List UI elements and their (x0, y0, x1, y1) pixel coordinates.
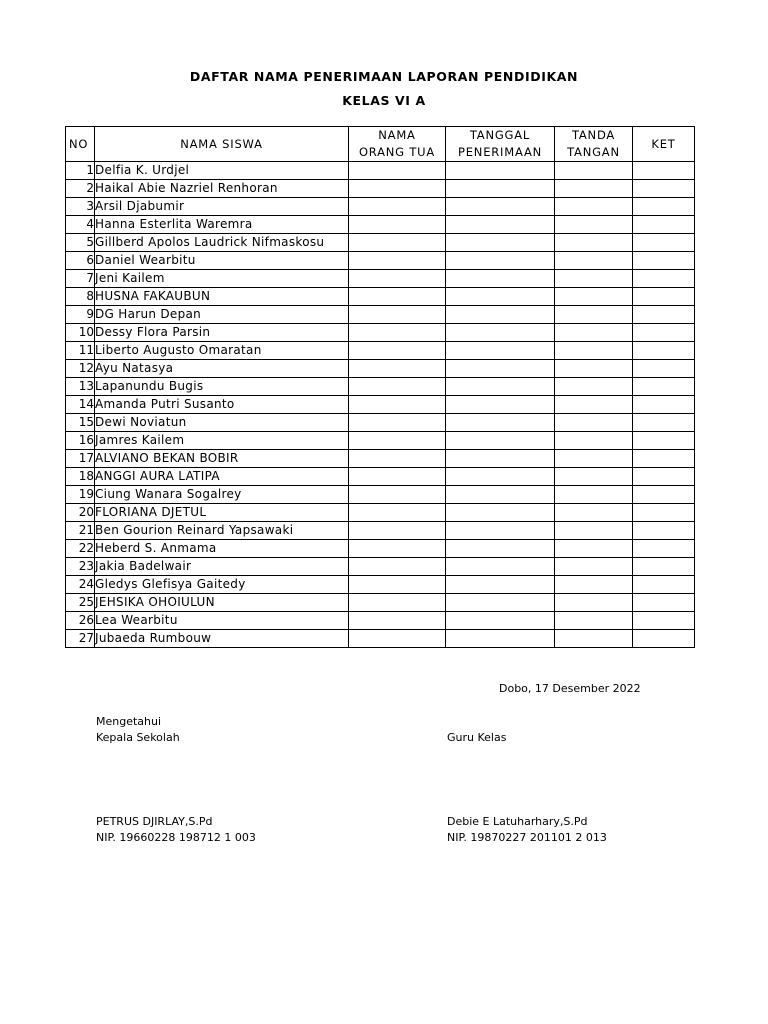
table-row (66, 414, 695, 432)
received-date-cell (446, 504, 555, 522)
remarks-cell (633, 252, 695, 270)
received-date-cell (446, 486, 555, 504)
row-number: 16 (66, 432, 95, 450)
parent-name-cell (349, 540, 446, 558)
table-row (66, 612, 695, 630)
signature-cell (555, 252, 633, 270)
row-number: 7 (66, 270, 95, 288)
table-row (66, 306, 695, 324)
table-row (66, 594, 695, 612)
table-row (66, 630, 695, 648)
table-row (66, 270, 695, 288)
remarks-cell (633, 612, 695, 630)
received-date-cell (446, 450, 555, 468)
student-name: Haikal Abie Nazriel Renhoran (95, 180, 349, 198)
student-name: Gledys Glefisya Gaitedy (95, 576, 349, 594)
signature-cell (555, 450, 633, 468)
guru-kelas-label: Guru Kelas (447, 731, 507, 744)
student-name: ALVIANO BEKAN BOBIR (95, 450, 349, 468)
remarks-cell (633, 540, 695, 558)
parent-name-cell (349, 198, 446, 216)
student-name: Gillberd Apolos Laudrick Nifmaskosu (95, 234, 349, 252)
row-number: 5 (66, 234, 95, 252)
row-number: 27 (66, 630, 95, 648)
student-name: Ayu Natasya (95, 360, 349, 378)
received-date-cell (446, 234, 555, 252)
received-date-cell (446, 162, 555, 180)
remarks-cell (633, 630, 695, 648)
table-row (66, 558, 695, 576)
student-name: Arsil Djabumir (95, 198, 349, 216)
row-number: 23 (66, 558, 95, 576)
signature-cell (555, 540, 633, 558)
signature-cell (555, 432, 633, 450)
received-date-cell (446, 360, 555, 378)
received-date-cell (446, 180, 555, 198)
received-date-cell (446, 414, 555, 432)
row-number: 8 (66, 288, 95, 306)
row-number: 24 (66, 576, 95, 594)
student-name: Daniel Wearbitu (95, 252, 349, 270)
row-number: 12 (66, 360, 95, 378)
signature-cell (555, 162, 633, 180)
remarks-cell (633, 306, 695, 324)
signature-cell (555, 180, 633, 198)
table-row (66, 324, 695, 342)
signature-cell (555, 396, 633, 414)
table-row (66, 468, 695, 486)
table-row (66, 504, 695, 522)
table-row (66, 378, 695, 396)
parent-name-cell (349, 558, 446, 576)
received-date-cell (446, 576, 555, 594)
table-row (66, 252, 695, 270)
row-number: 3 (66, 198, 95, 216)
parent-name-cell (349, 324, 446, 342)
remarks-cell (633, 270, 695, 288)
parent-name-cell (349, 360, 446, 378)
student-name: Amanda Putri Susanto (95, 396, 349, 414)
signature-cell (555, 216, 633, 234)
parent-name-cell (349, 378, 446, 396)
remarks-cell (633, 414, 695, 432)
student-name: JEHSIKA OHOIULUN (95, 594, 349, 612)
received-date-cell (446, 216, 555, 234)
student-name: Jeni Kailem (95, 270, 349, 288)
remarks-cell (633, 522, 695, 540)
document-title: DAFTAR NAMA PENERIMAAN LAPORAN PENDIDIKAN (189, 69, 579, 84)
row-number: 26 (66, 612, 95, 630)
row-number: 2 (66, 180, 95, 198)
parent-name-cell (349, 612, 446, 630)
roster-body (66, 162, 695, 648)
received-date-cell (446, 558, 555, 576)
parent-name-cell (349, 630, 446, 648)
remarks-cell (633, 198, 695, 216)
received-date-cell (446, 612, 555, 630)
row-number: 25 (66, 594, 95, 612)
table-row (66, 162, 695, 180)
table-row (66, 360, 695, 378)
header-tanggal-line1: TANGGAL (446, 127, 555, 145)
row-number: 11 (66, 342, 95, 360)
remarks-cell (633, 576, 695, 594)
header-tanggal-line2: PENERIMAAN (446, 144, 555, 162)
received-date-cell (446, 522, 555, 540)
document-subtitle: KELAS VI A (342, 93, 426, 108)
remarks-cell (633, 558, 695, 576)
signature-cell (555, 612, 633, 630)
parent-name-cell (349, 504, 446, 522)
remarks-cell (633, 180, 695, 198)
header-nama-siswa: NAMA SISWA (95, 127, 349, 162)
signature-cell (555, 522, 633, 540)
student-name: Lea Wearbitu (95, 612, 349, 630)
student-name: Jamres Kailem (95, 432, 349, 450)
student-name: Heberd S. Anmama (95, 540, 349, 558)
student-name: Jakia Badelwair (95, 558, 349, 576)
parent-name-cell (349, 288, 446, 306)
signature-cell (555, 198, 633, 216)
signature-cell (555, 414, 633, 432)
parent-name-cell (349, 162, 446, 180)
row-number: 13 (66, 378, 95, 396)
received-date-cell (446, 432, 555, 450)
remarks-cell (633, 396, 695, 414)
student-name: Dewi Noviatun (95, 414, 349, 432)
signature-cell (555, 306, 633, 324)
table-header-row (66, 127, 695, 145)
row-number: 17 (66, 450, 95, 468)
signature-cell (555, 288, 633, 306)
parent-name-cell (349, 252, 446, 270)
row-number: 21 (66, 522, 95, 540)
remarks-cell (633, 216, 695, 234)
row-number: 20 (66, 504, 95, 522)
row-number: 19 (66, 486, 95, 504)
received-date-cell (446, 288, 555, 306)
parent-name-cell (349, 576, 446, 594)
remarks-cell (633, 342, 695, 360)
student-name: DG Harun Depan (95, 306, 349, 324)
received-date-cell (446, 252, 555, 270)
received-date-cell (446, 396, 555, 414)
remarks-cell (633, 288, 695, 306)
remarks-cell (633, 486, 695, 504)
received-date-cell (446, 198, 555, 216)
mengetahui-label: Mengetahui (96, 715, 162, 728)
student-name: Dessy Flora Parsin (95, 324, 349, 342)
signature-cell (555, 360, 633, 378)
table-row (66, 576, 695, 594)
header-ket: KET (633, 127, 695, 162)
parent-name-cell (349, 414, 446, 432)
table-row (66, 180, 695, 198)
row-number: 10 (66, 324, 95, 342)
parent-name-cell (349, 306, 446, 324)
remarks-cell (633, 432, 695, 450)
row-number: 4 (66, 216, 95, 234)
remarks-cell (633, 450, 695, 468)
student-name: Liberto Augusto Omaratan (95, 342, 349, 360)
parent-name-cell (349, 594, 446, 612)
header-nama-orang-tua-line1: NAMA (349, 127, 446, 145)
table-row (66, 234, 695, 252)
row-number: 1 (66, 162, 95, 180)
table-row (66, 198, 695, 216)
parent-name-cell (349, 432, 446, 450)
remarks-cell (633, 162, 695, 180)
parent-name-cell (349, 270, 446, 288)
signature-cell (555, 486, 633, 504)
parent-name-cell (349, 180, 446, 198)
received-date-cell (446, 540, 555, 558)
remarks-cell (633, 234, 695, 252)
row-number: 14 (66, 396, 95, 414)
signature-cell (555, 630, 633, 648)
remarks-cell (633, 360, 695, 378)
parent-name-cell (349, 342, 446, 360)
student-name: Ben Gourion Reinard Yapsawaki (95, 522, 349, 540)
parent-name-cell (349, 396, 446, 414)
teacher-nip: NIP. 19870227 201101 2 013 (447, 831, 607, 844)
header-tanda-line2: TANGAN (555, 144, 633, 162)
received-date-cell (446, 324, 555, 342)
signature-cell (555, 270, 633, 288)
parent-name-cell (349, 216, 446, 234)
table-row (66, 522, 695, 540)
student-name: ANGGI AURA LATIPA (95, 468, 349, 486)
remarks-cell (633, 594, 695, 612)
parent-name-cell (349, 486, 446, 504)
header-nama-orang-tua-line2: ORANG TUA (349, 144, 446, 162)
signature-cell (555, 576, 633, 594)
remarks-cell (633, 324, 695, 342)
student-name: Lapanundu Bugis (95, 378, 349, 396)
received-date-cell (446, 594, 555, 612)
parent-name-cell (349, 450, 446, 468)
signature-cell (555, 504, 633, 522)
table-row (66, 486, 695, 504)
row-number: 18 (66, 468, 95, 486)
received-date-cell (446, 306, 555, 324)
student-name: Jubaeda Rumbouw (95, 630, 349, 648)
student-name: Delfia K. Urdjel (95, 162, 349, 180)
table-row (66, 450, 695, 468)
row-number: 9 (66, 306, 95, 324)
principal-nip: NIP. 19660228 198712 1 003 (96, 831, 256, 844)
received-date-cell (446, 468, 555, 486)
table-row (66, 432, 695, 450)
signature-cell (555, 234, 633, 252)
student-roster-table (65, 126, 695, 648)
received-date-cell (446, 270, 555, 288)
kepala-sekolah-label: Kepala Sekolah (96, 731, 180, 744)
student-name: Hanna Esterlita Waremra (95, 216, 349, 234)
signature-cell (555, 324, 633, 342)
received-date-cell (446, 630, 555, 648)
row-number: 15 (66, 414, 95, 432)
header-no: NO (66, 127, 95, 162)
row-number: 22 (66, 540, 95, 558)
signature-cell (555, 468, 633, 486)
student-name: Ciung Wanara Sogalrey (95, 486, 349, 504)
signature-cell (555, 594, 633, 612)
remarks-cell (633, 504, 695, 522)
received-date-cell (446, 378, 555, 396)
parent-name-cell (349, 468, 446, 486)
student-name: FLORIANA DJETUL (95, 504, 349, 522)
remarks-cell (633, 468, 695, 486)
table-row (66, 216, 695, 234)
parent-name-cell (349, 234, 446, 252)
received-date-cell (446, 342, 555, 360)
table-row (66, 288, 695, 306)
signing-date: Dobo, 17 Desember 2022 (499, 682, 641, 695)
principal-name: PETRUS DJIRLAY,S.Pd (96, 815, 213, 828)
signature-cell (555, 342, 633, 360)
table-row (66, 342, 695, 360)
signature-cell (555, 378, 633, 396)
header-tanda-line1: TANDA (555, 127, 633, 145)
table-row (66, 540, 695, 558)
table-row (66, 396, 695, 414)
remarks-cell (633, 378, 695, 396)
parent-name-cell (349, 522, 446, 540)
student-name: HUSNA FAKAUBUN (95, 288, 349, 306)
teacher-name: Debie E Latuharhary,S.Pd (447, 815, 588, 828)
signature-cell (555, 558, 633, 576)
row-number: 6 (66, 252, 95, 270)
